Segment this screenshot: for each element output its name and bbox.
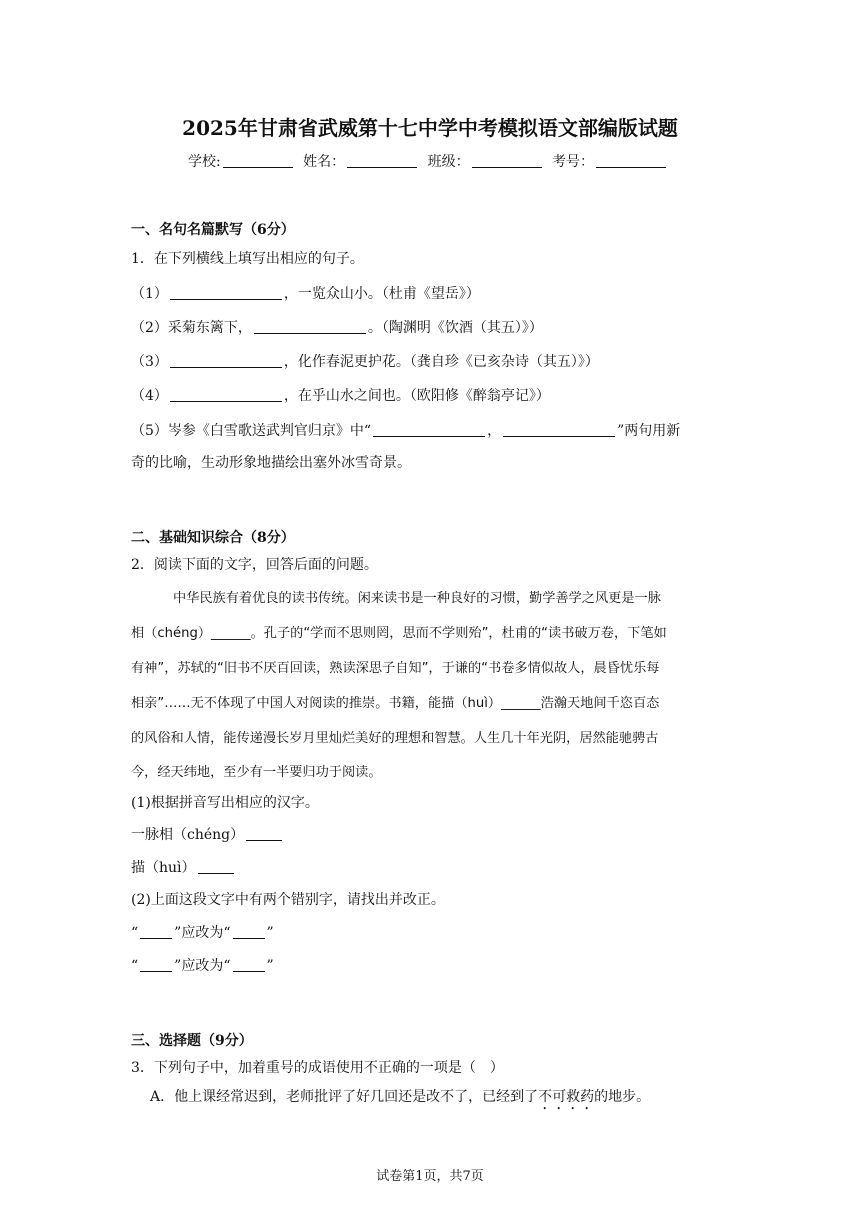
question-1-item-3 xyxy=(131,351,599,371)
option-a-text-after: 的地步。 xyxy=(594,1089,651,1105)
item-4-text: ，在乎山水之间也。（欧阳修《醉翁亭记》） xyxy=(283,388,550,404)
passage-line-1: 中华民族有着优良的读书传统。闲来读书是一种良好的习惯，勤学善学之风更是一脉 xyxy=(173,591,661,606)
class-label: 班级： xyxy=(427,154,470,170)
page-title: 2025年甘肃省武威第十七中学中考模拟语文部编版试题 xyxy=(182,116,678,140)
section-1-heading: 一、名句名篇默写（6分） xyxy=(131,222,295,238)
answer-blank[interactable] xyxy=(198,861,234,874)
student-info-row xyxy=(0,151,860,171)
item-2-text: 。（陶渊明《饮酒（其五）》） xyxy=(367,320,543,336)
answer-blank[interactable] xyxy=(170,389,282,402)
class-field[interactable] xyxy=(472,155,542,168)
correct-to-label: ”应改为“ xyxy=(174,925,231,941)
subquestion-1: (1)根据拼音写出相应的汉字。 xyxy=(131,795,319,811)
subquestion-1-b-text: 描（huì） xyxy=(131,860,196,876)
close-quote: ” xyxy=(266,958,274,974)
answer-blank[interactable] xyxy=(254,321,366,334)
question-3-prompt: 3．下列句子中，加着重号的成语使用不正确的一项是（ ） xyxy=(131,1060,504,1076)
item-3-text: ，化作春泥更护花。（龚自珍《已亥杂诗（其五）》） xyxy=(283,354,599,370)
question-1-item-5 xyxy=(131,420,680,440)
wrong-char-blank[interactable] xyxy=(140,926,172,939)
subquestion-2: (2)上面这段文字中有两个错别字，请找出并改正。 xyxy=(131,892,445,908)
answer-blank[interactable] xyxy=(170,355,282,368)
item-4-prefix: （4） xyxy=(131,388,168,404)
school-field[interactable] xyxy=(223,155,293,168)
school-label: 学校: xyxy=(187,154,221,170)
name-label: 姓名： xyxy=(303,154,346,170)
item-5-comma: ， xyxy=(487,423,502,439)
passage-line-6: 今，经天纬地，至少有一半要归功于阅读。 xyxy=(131,765,382,780)
open-quote: “ xyxy=(131,925,139,941)
passage-line-2: 相（chéng）______。孔子的“学而不思则罔，思而不学则殆”，杜甫的“读书破万卷，下笔如 xyxy=(131,626,667,641)
answer-blank[interactable] xyxy=(246,828,282,841)
question-1-item-1 xyxy=(131,283,480,303)
question-1-prompt: 1．在下列横线上填写出相应的句子。 xyxy=(131,251,364,267)
number-field[interactable] xyxy=(596,155,666,168)
right-char-blank[interactable] xyxy=(233,959,265,972)
item-5-text: ”两句用新 xyxy=(617,423,681,439)
passage-line-4: 相亲”……无不体现了中国人对阅读的推崇。书籍，能描（huì）______浩瀚天地间千恣百态 xyxy=(131,696,660,711)
question-1-item-5-continued: 奇的比喻，生动形象地描绘出塞外冰雪奇景。 xyxy=(131,455,411,471)
answer-blank[interactable] xyxy=(373,424,485,437)
correction-row-1 xyxy=(131,922,274,942)
right-char-blank[interactable] xyxy=(233,926,265,939)
number-label: 考号： xyxy=(552,154,595,170)
wrong-char-blank[interactable] xyxy=(140,959,172,972)
passage-line-3: 有神”，苏轼的“旧书不厌百回读，熟读深思子自知”，于谦的“书卷多情似故人，晨昏忧乐每 xyxy=(131,661,660,676)
correction-row-2 xyxy=(131,955,274,975)
close-quote: ” xyxy=(266,925,274,941)
item-2-prefix: （2）采菊东篱下， xyxy=(131,320,252,336)
item-1-prefix: （1） xyxy=(131,286,168,302)
page-footer: 试卷第1页，共7页 xyxy=(376,1169,484,1184)
section-2-heading: 二、基础知识综合（8分） xyxy=(131,530,295,546)
open-quote: “ xyxy=(131,958,139,974)
passage-line-5: 的风俗和人情，能传递漫长岁月里灿烂美好的理想和智慧。人生几十年光阴，居然能驰骋古 xyxy=(131,731,659,746)
option-a-text-before: A．他上课经常迟到，老师批评了好几回还是改不了，已经到了 xyxy=(150,1089,539,1105)
item-3-prefix: （3） xyxy=(131,354,168,370)
question-2-prompt: 2．阅读下面的文字，回答后面的问题。 xyxy=(131,557,378,573)
question-1-item-2 xyxy=(131,317,543,337)
subquestion-1-a-text: 一脉相（chéng） xyxy=(131,827,245,843)
answer-blank[interactable] xyxy=(170,287,282,300)
section-3-heading: 三、选择题（9分） xyxy=(131,1033,253,1049)
correct-to-label: ”应改为“ xyxy=(174,958,231,974)
emphasized-idiom: 不可救药 xyxy=(538,1089,595,1105)
item-5-prefix: （5）岑参《白雪歌送武判官归京》中“ xyxy=(131,423,372,439)
question-1-item-4 xyxy=(131,385,550,405)
subquestion-1-a xyxy=(131,824,284,844)
option-a[interactable] xyxy=(150,1086,650,1113)
answer-blank[interactable] xyxy=(503,424,615,437)
item-1-text: ，一览众山小。（杜甫《望岳》） xyxy=(283,286,480,302)
subquestion-1-b xyxy=(131,857,236,877)
name-field[interactable] xyxy=(347,155,417,168)
